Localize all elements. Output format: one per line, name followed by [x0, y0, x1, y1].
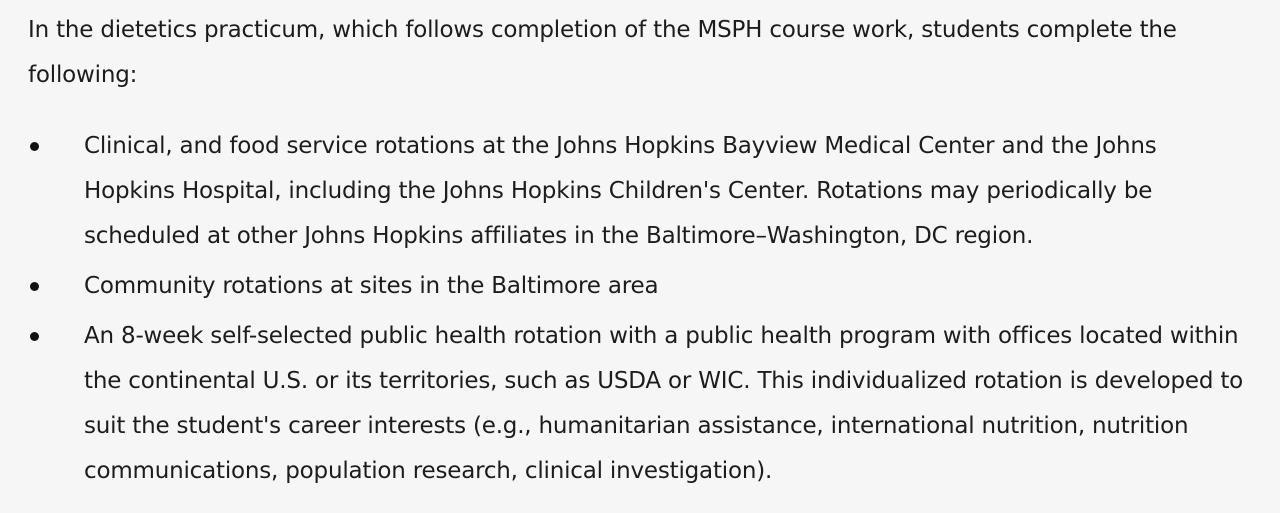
- intro-paragraph: In the dietetics practicum, which follows completion of the MSPH course work, students complete the following:: [28, 17, 1177, 88]
- bullet-icon: [30, 142, 39, 151]
- list-item-text: Clinical, and food service rotations at the Johns Hopkins Bayview Medical Center and the Johns Hopkins Hospital, including the Johns Hopkins Children's Center. Rotations may periodically be scheduled at other Johns Hopkins affiliates in the Baltimore–Washington, DC region.: [84, 133, 1157, 249]
- list-item: [0, 314, 1254, 494]
- list-item: [0, 124, 1254, 259]
- list-item-text: Community rotations at sites in the Baltimore area: [84, 273, 659, 299]
- bullet-icon: [30, 282, 39, 291]
- bullet-icon: [30, 332, 39, 341]
- list-item: [0, 264, 1254, 309]
- list-item-text: An 8-week self-selected public health rotation with a public health program with offices located within the continental U.S. or its territories, such as USDA or WIC. This individualized rotation is developed to suit the student's career interests (e.g., humanitarian assistance, international nutrition, nutrition communications, population research, clinical investigation).: [84, 323, 1244, 484]
- rotation-list: [0, 124, 1280, 499]
